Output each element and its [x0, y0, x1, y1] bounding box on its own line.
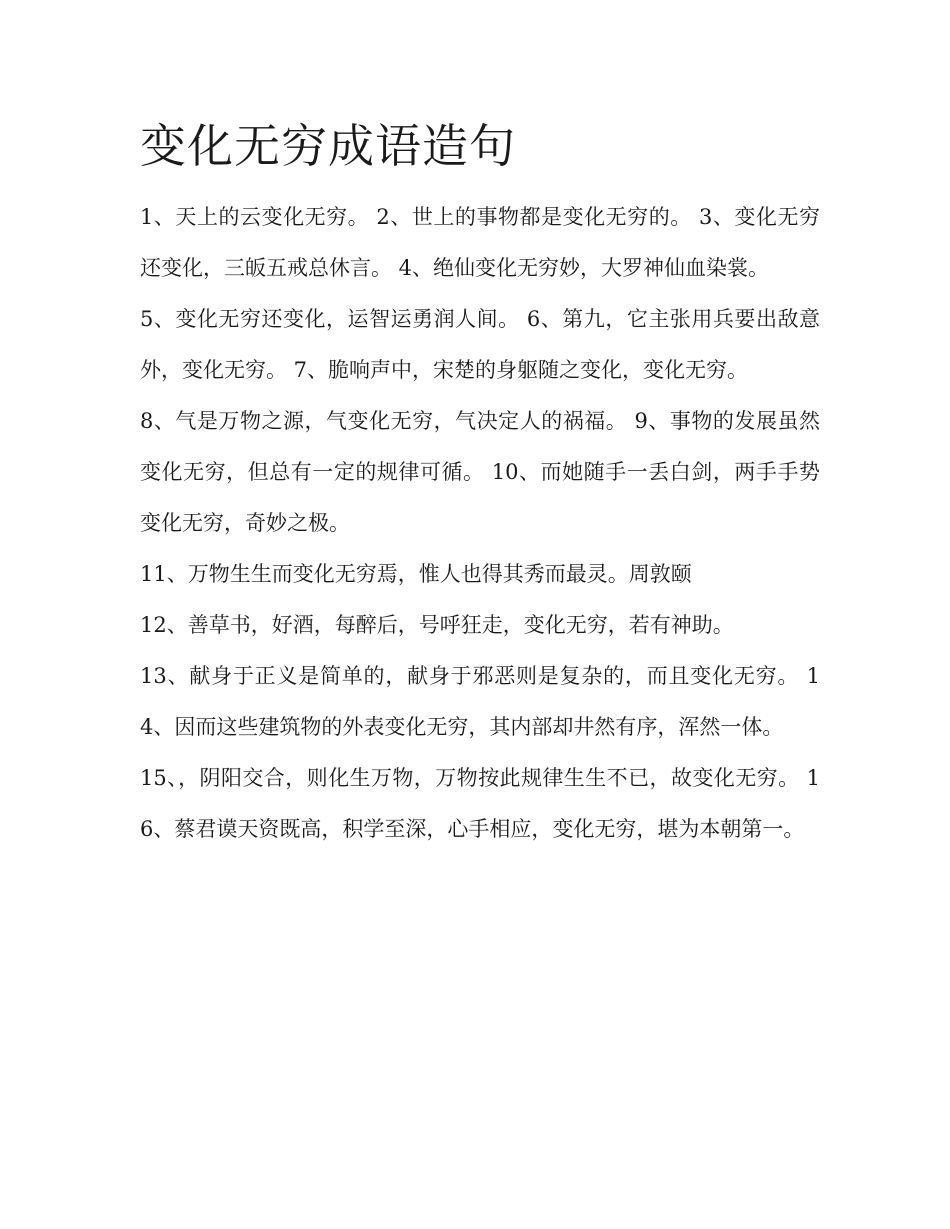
document-title: 变化无穷成语造句	[140, 119, 516, 173]
paragraph-5: 12、善草书，好酒，每醉后，号呼狂走，变化无穷，若有神助。	[140, 613, 734, 637]
paragraph-6: 13、献身于正义是简单的，献身于邪恶则是复杂的，而且变化无穷。 14、因而这些建筑物的外表变化无穷，其内部却井然有序，浑然一体。	[140, 664, 820, 739]
document-page	[140, 110, 820, 855]
paragraph-2: 5、变化无穷还变化，运智运勇润人间。 6、第九，它主张用兵要出敌意外，变化无穷。 7、脆响声中，宋楚的身躯随之变化，变化无穷。	[140, 307, 820, 382]
paragraph-7: 15、，阴阳交合，则化生万物，万物按此规律生生不已，故变化无穷。 16、蔡君谟天资既高，积学至深，心手相应，变化无穷，堪为本朝第一。	[140, 766, 820, 841]
paragraph-4: 11、万物生生而变化无穷焉，惟人也得其秀而最灵。周敦颐	[140, 562, 692, 586]
paragraph-1: 1、天上的云变化无穷。 2、世上的事物都是变化无穷的。 3、变化无穷还变化，三皈五戒总休言。 4、绝仙变化无穷妙，大罗神仙血染裳。	[140, 205, 820, 280]
paragraph-3: 8、气是万物之源，气变化无穷，气决定人的祸福。 9、事物的发展虽然变化无穷，但总有一定的规律可循。 10、而她随手一丢白剑，两手手势变化无穷，奇妙之极。	[140, 409, 820, 535]
